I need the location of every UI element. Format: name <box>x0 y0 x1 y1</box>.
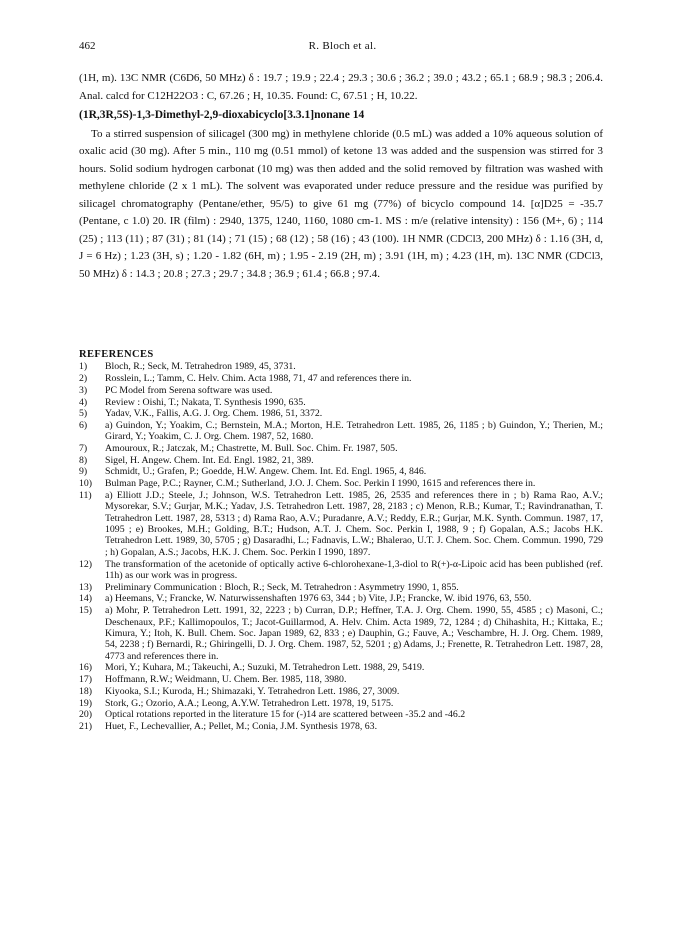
reference-item <box>79 455 603 466</box>
reference-text: Kiyooka, S.I.; Kuroda, H.; Shimazaki, Y. Tetrahedron Lett. 1986, 27, 3009. <box>105 685 400 697</box>
reference-item <box>79 490 603 558</box>
reference-text: PC Model from Serena software was used. <box>105 384 273 396</box>
reference-text: Bloch, R.; Seck, M. Tetrahedron 1989, 45, 3731. <box>105 361 296 373</box>
reference-number: 3) <box>79 384 88 396</box>
reference-text: Huet, F., Lechevallier, A.; Pellet, M.; Conia, J.M. Synthesis 1978, 63. <box>105 720 378 732</box>
reference-text: Mori, Y.; Kuhara, M.; Takeuchi, A.; Suzuki, M. Tetrahedron Lett. 1988, 29, 5419. <box>105 662 425 674</box>
reference-text: Review : Oishi, T.; Nakata, T. Synthesis 1990, 635. <box>105 396 306 408</box>
reference-number: 12) <box>79 558 93 570</box>
reference-number: 15) <box>79 605 93 617</box>
reference-number: 16) <box>79 662 93 674</box>
reference-item <box>79 466 603 477</box>
running-head: R. Bloch et al. <box>308 40 377 52</box>
reference-number: 9) <box>79 466 88 478</box>
reference-item <box>79 385 603 396</box>
reference-item <box>79 420 603 443</box>
reference-text: The transformation of the acetonide of optically active 6-chlorohexane-1,3-diol to R(+)-α-Lipoic acid has been published (ref. 11h) as our work was in progress. <box>105 558 603 581</box>
reference-item <box>79 593 603 604</box>
reference-number: 10) <box>79 478 93 490</box>
reference-item <box>79 582 603 593</box>
reference-text: Amouroux, R.; Jatczak, M.; Chastrette, M. Bull. Soc. Chim. Fr. 1987, 505. <box>105 443 398 455</box>
references-heading: REFERENCES <box>79 349 154 360</box>
reference-item <box>79 478 603 489</box>
reference-item <box>79 361 603 372</box>
reference-number: 11) <box>79 489 92 501</box>
reference-text: Stork, G.; Ozorio, A.A.; Leong, A.Y.W. Tetrahedron Lett. 1978, 19, 5175. <box>105 697 394 709</box>
reference-item <box>79 373 603 384</box>
reference-item <box>79 408 603 419</box>
reference-item <box>79 559 603 582</box>
reference-item <box>79 662 603 673</box>
reference-item <box>79 686 603 697</box>
experimental-section <box>79 70 603 283</box>
reference-number: 19) <box>79 697 93 709</box>
reference-text: Preliminary Communication : Bloch, R.; Seck, M. Tetrahedron : Asymmetry 1990, 1, 855. <box>105 581 459 593</box>
reference-number: 18) <box>79 685 93 697</box>
reference-number: 8) <box>79 454 88 466</box>
reference-number: 4) <box>79 396 88 408</box>
reference-number: 13) <box>79 581 93 593</box>
reference-number: 5) <box>79 408 88 420</box>
reference-text: a) Elliott J.D.; Steele, J.; Johnson, W.S. Tetrahedron Lett. 1985, 26, 2535 and references there in ; b) Rama Rao, A.V.; Mysorekar, S.V.; Gurjar, M.K.; Yadav, J.S. Tetrahedron Lett. 1987, 28, 2183 ; c) Menon, R.B.; Kumar, T.; Ravindranathan, T. Tetrahedron Lett. 1987, 28, 5313 ; d) Rama Rao, A.V.; Puradanre, A.V.; Reddy, E.R.; Gurjar, M.K. Synth. Commun. 1987, 17, 1095 ; e) Brookes, M.H.; Golding, B.T.; Hudson, A.T. J. Chem. Soc. Perkin I, 1988, 9 ; f) Gopalan, A.S.; Jacobs H.K. Tetrahedron Lett. 1989, 30, 5705 ; g) Dasaradhi, L.; Fadnavis, L.W.; Bhalerao, U.T. J. Chem. Soc. Chem. Commun. 1990, 729 ; h) Gopalan, A.S.; Jacobs, H.K. J. Chem. Soc. Perkin I 1990, 1897. <box>105 489 603 558</box>
reference-text: Optical rotations reported in the literature 15 for (-)14 are scattered between -35.2 and -46.2 <box>105 709 466 721</box>
reference-text: a) Mohr, P. Tetrahedron Lett. 1991, 32, 2223 ; b) Curran, D.P.; Heffner, T.A. J. Org. Chem. 1990, 55, 4585 ; c) Masoni, C.; Deschenaux, P.F.; Kallimopoulos, T.; Jacot-Guillarmod, A. Helv. Chim. Acta 1989, 72, 1284 ; d) Chihashita, H.; Kittaka, E.; Kimura, Y.; Itoh, K. Bull. Chem. Soc. Japan 1989, 62, 833 ; e) Dauphin, G.; Fauve, A.; Veschambre, H. J. Org. Chem. 1989, 54, 2238 ; f) Bernardi, R.; Ghiringelli, D. J. Org. Chem. 1987, 52, 5201 ; g) Adams, J.; Frenette, R. Tetrahedron Lett. 1987, 28, 4773 and references there in. <box>105 605 603 662</box>
page-number: 462 <box>79 40 96 52</box>
compound-heading: (1R,3R,5S)-1,3-Dimethyl-2,9-dioxabicyclo[3.3.1]nonane 14 <box>79 109 365 121</box>
reference-text: Rosslein, L.; Tamm, C. Helv. Chim. Acta 1988, 71, 47 and references there in. <box>105 373 412 385</box>
reference-item <box>79 698 603 709</box>
reference-number: 6) <box>79 419 88 431</box>
page-header <box>79 40 606 54</box>
reference-item <box>79 721 603 732</box>
reference-number: 14) <box>79 593 93 605</box>
reference-item <box>79 605 603 662</box>
reference-number: 21) <box>79 720 93 732</box>
reference-text: Sigel, H. Angew. Chem. Int. Ed. Engl. 1982, 21, 389. <box>105 454 314 466</box>
references-section <box>79 349 603 733</box>
reference-text: a) Heemans, V.; Francke, W. Naturwissenshaften 1976 63, 344 ; b) Vite, J.P.; Francke, W. ibid 1976, 63, 550. <box>105 593 532 605</box>
reference-number: 1) <box>79 361 88 373</box>
reference-number: 20) <box>79 709 93 721</box>
nmr-continuation: (1H, m). 13C NMR (C6D6, 50 MHz) δ : 19.7 ; 19.9 ; 22.4 ; 29.3 ; 30.6 ; 36.2 ; 39.0 ; 43.2 ; 65.1 ; 68.9 ; 98.3 ; 206.4. Anal. calcd for C12H22O3 : C, 67.26 ; H, 10.35. Found: C, 67.51 ; H, 10.22. <box>79 72 603 102</box>
procedure-paragraph: To a stirred suspension of silicagel (300 mg) in methylene chloride (0.5 mL) was added a 10% aqueous solution of oxalic acid (30 mg). After 5 min., 110 mg (0.51 mmol) of ketone 13 was added and the suspension was stirred for 3 hours. Solid sodium hydrogen carbonat (10 mg) was then added and the solid removed by filtration was washed with methylene chloride (2 x 1 mL). The solvent was evaporated under reduce pressure and the residue was purified by silicagel chromatography (Pentane/ether, 95/5) to give 61 mg (77%) of bicyclo compound 14. [α]D25 = -35.7 (Pentane, c 1.0) 20. IR (film) : 2940, 1375, 1240, 1160, 1080 cm-1. MS : m/e (relative intensity) : 156 (M+, 6) ; 114 (25) ; 113 (11) ; 87 (31) ; 81 (14) ; 71 (15) ; 68 (12) ; 58 (16) ; 43 (100). 1H NMR (CDCl3, 200 MHz) δ : 1.16 (3H, d, J = 6 Hz) ; 1.23 (3H, s) ; 1.20 - 1.82 (6H, m) ; 1.95 - 2.19 (2H, m) ; 3.91 (1H, m) ; 4.23 (1H, m). 13C NMR (CDCl3, 50 MHz) δ : 14.3 ; 20.8 ; 27.3 ; 29.7 ; 34.8 ; 36.9 ; 61.4 ; 66.8 ; 97.4. <box>79 127 603 280</box>
reference-item <box>79 709 603 720</box>
reference-number: 2) <box>79 373 88 385</box>
reference-text: Hoffmann, R.W.; Weidmann, U. Chem. Ber. 1985, 118, 3980. <box>105 674 347 686</box>
reference-number: 17) <box>79 674 93 686</box>
reference-item <box>79 443 603 454</box>
reference-item <box>79 397 603 408</box>
reference-text: Bulman Page, P.C.; Rayner, C.M.; Sutherland, J.O. J. Chem. Soc. Perkin I 1990, 1615 and references there in. <box>105 478 536 490</box>
reference-list <box>79 361 603 732</box>
reference-number: 7) <box>79 443 88 455</box>
reference-text: Schmidt, U.; Grafen, P.; Goedde, H.W. Angew. Chem. Int. Ed. Engl. 1965, 4, 846. <box>105 466 427 478</box>
reference-text: Yadav, V.K., Fallis, A.G. J. Org. Chem. 1986, 51, 3372. <box>105 408 323 420</box>
reference-item <box>79 674 603 685</box>
reference-text: a) Guindon, Y.; Yoakim, C.; Bernstein, M.A.; Morton, H.E. Tetrahedron Lett. 1985, 26, 1185 ; b) Guindon, Y.; Therien, M.; Girard, Y.; Yoakim, C. J. Org. Chem. 1987, 52, 1680. <box>105 419 603 443</box>
